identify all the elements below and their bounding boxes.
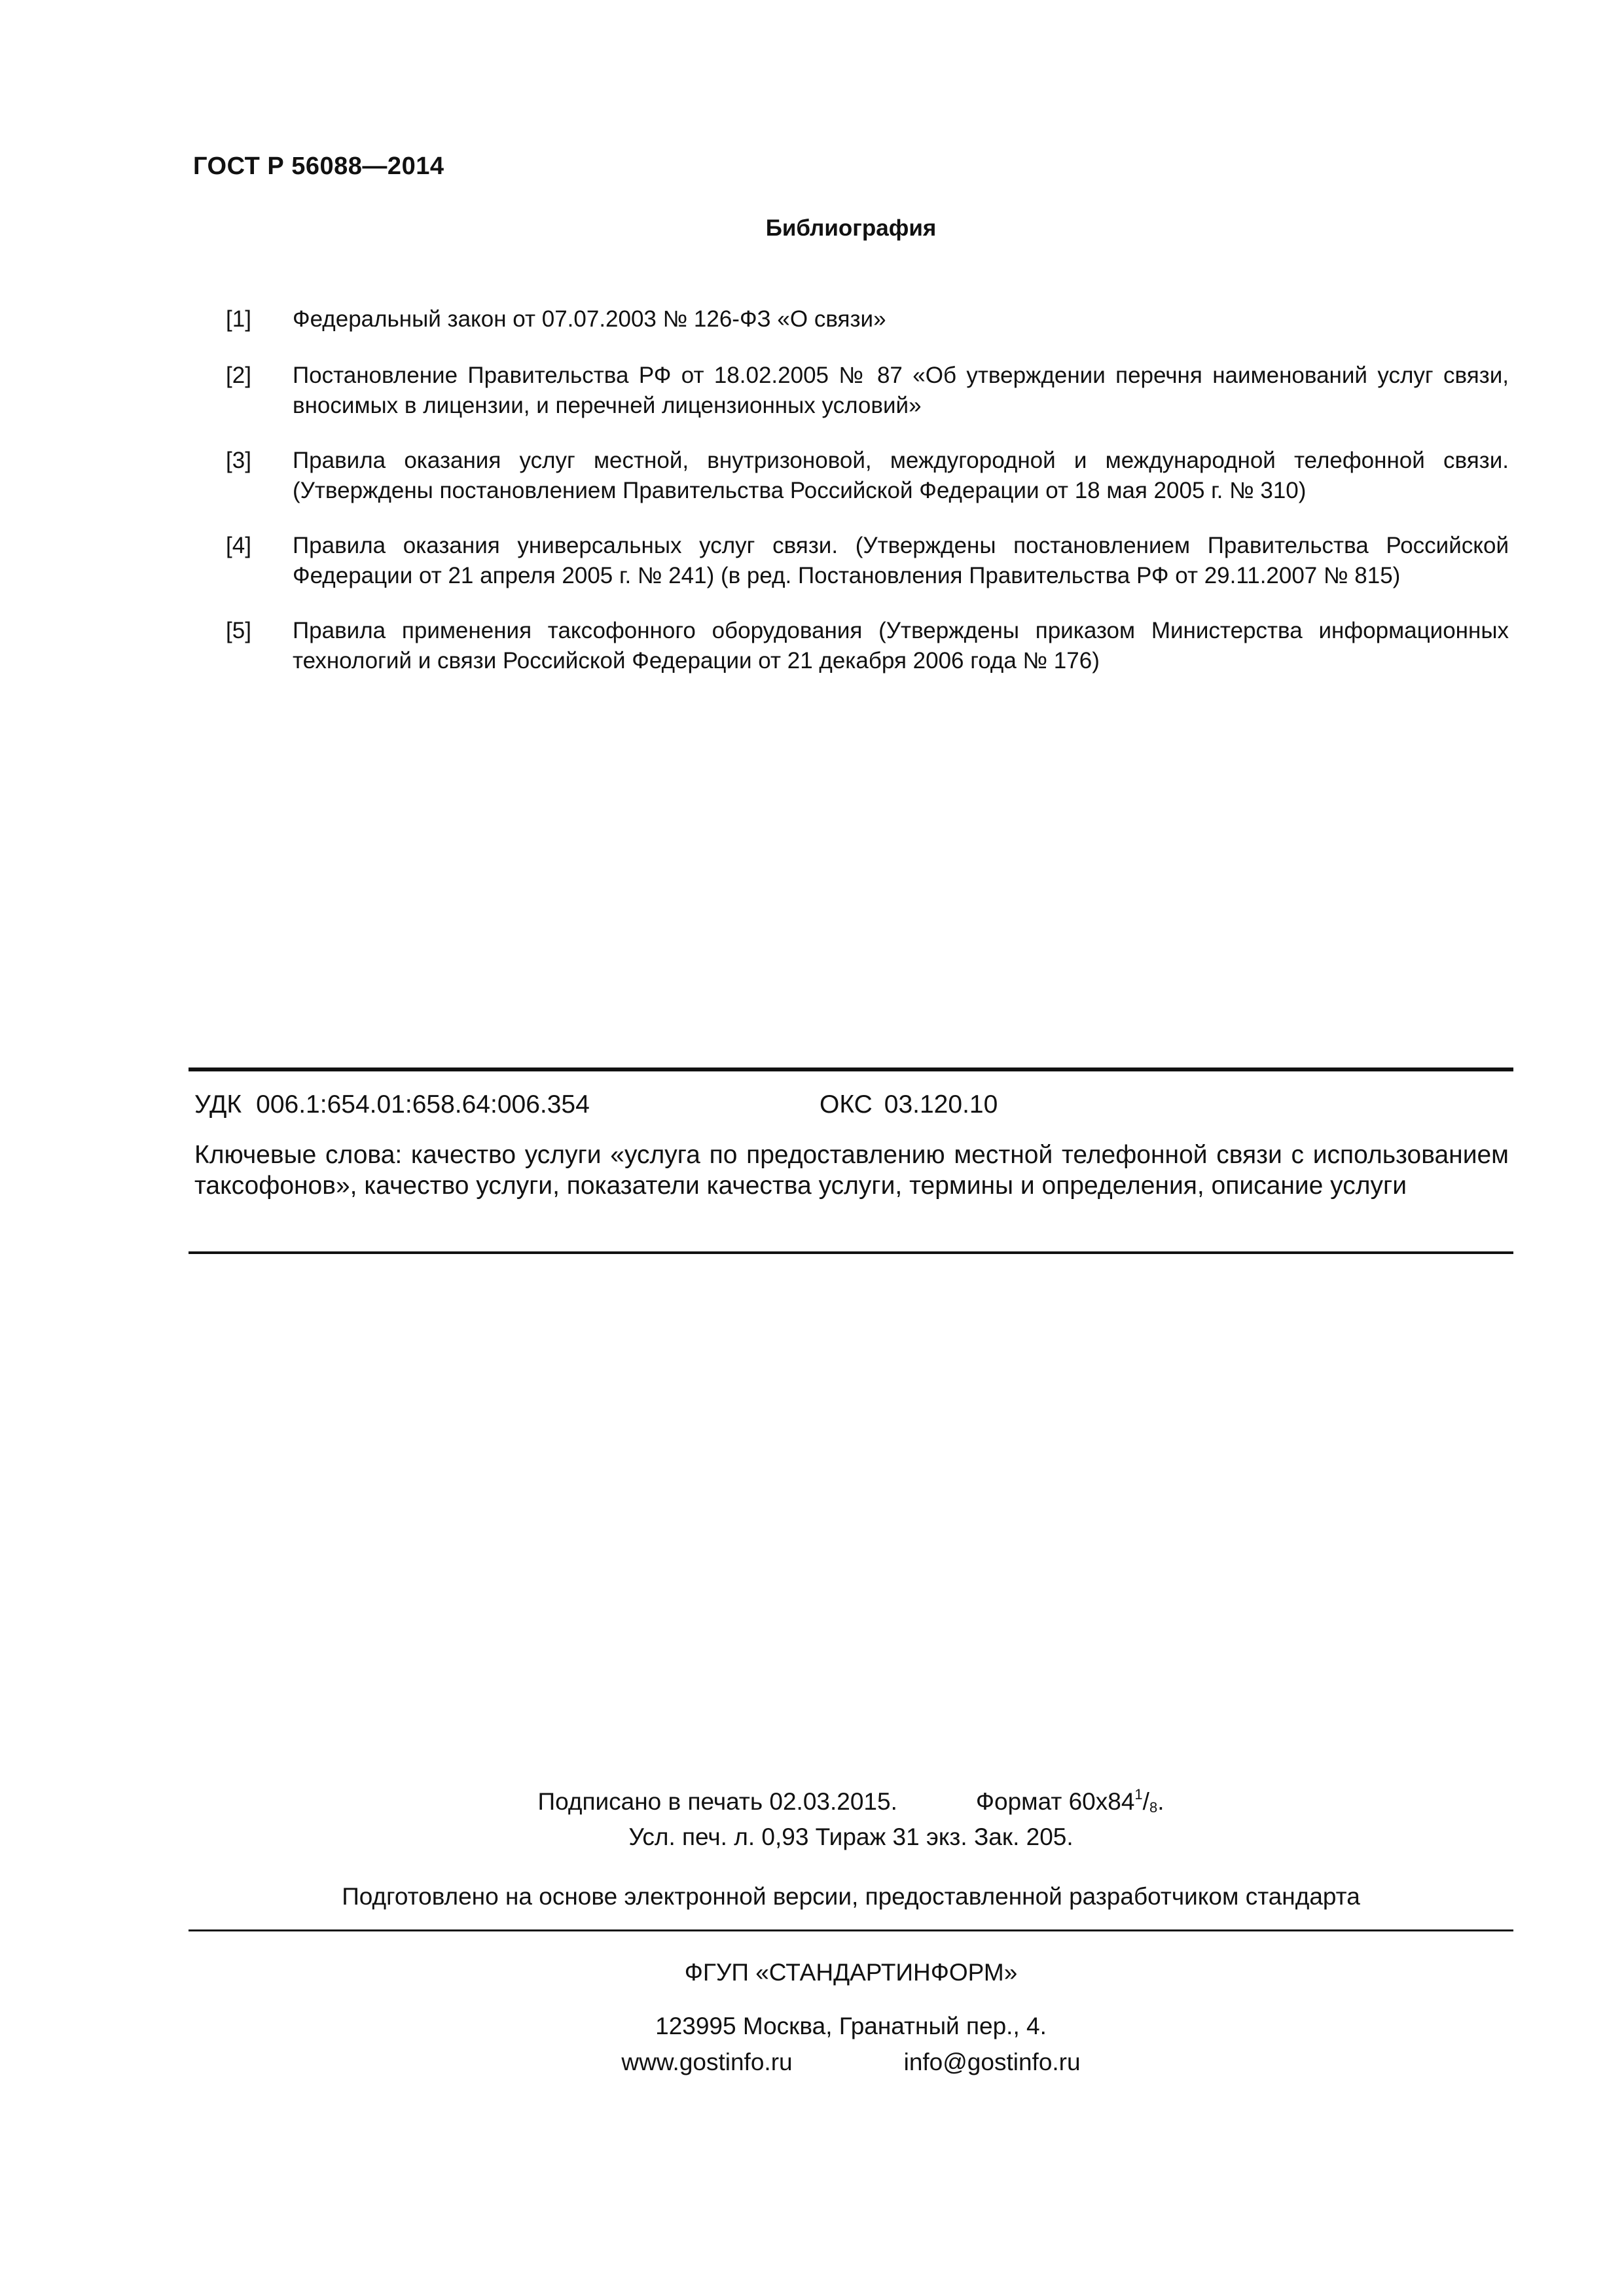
keywords-text: Ключевые слова: качество услуги «услуга по предоставлению местной телефонной связи с использованием таксофонов», качество услуги, показатели качества услуги, термины и определения, описание услуги — [194, 1141, 1509, 1200]
bibliography-item-number: [4] — [226, 533, 251, 558]
print-info-line: Усл. печ. л. 0,93 Тираж 31 экз. Зак. 205. — [628, 1823, 1074, 1850]
email-link[interactable]: info@gostinfo.ru — [903, 2049, 1081, 2075]
oks-line — [820, 1090, 998, 1119]
format-text — [976, 1788, 1164, 1815]
bibliography-item — [226, 361, 1509, 421]
publisher-name: ФГУП «СТАНДАРТИНФОРМ» — [684, 1959, 1018, 1986]
bibliography-item-number: [5] — [226, 618, 251, 643]
bibliography-item-text: Правила оказания универсальных услуг связи. (Утверждены постановлением Правительства Российской Федерации от 21 апреля 2005 г. № 241) (в ред. Постановления Правительства РФ от 29.11.2007 № 815) — [293, 533, 1509, 588]
bibliography-item-number: [1] — [226, 306, 251, 332]
format-suffix: . — [1157, 1788, 1164, 1815]
bibliography-item-number: [3] — [226, 448, 251, 473]
udk-line — [194, 1090, 590, 1119]
publisher-address: 123995 Москва, Гранатный пер., 4. — [655, 2013, 1047, 2039]
bibliography-item-text: Правила оказания услуг местной, внутризоновой, междугородной и международной телефонной связи. (Утверждены постановлением Правительства Российской Федерации от 18 мая 2005 г. № 310) — [293, 448, 1509, 503]
format-fraction-slash: / — [1142, 1788, 1149, 1815]
oks-value: 03.120.10 — [884, 1090, 998, 1119]
keywords-bottom-rule — [189, 1251, 1513, 1254]
imprint-rule — [189, 1929, 1513, 1931]
prepared-note: Подготовлено на основе электронной версии, предоставленной разработчиком стандарта — [342, 1883, 1360, 1910]
format-fraction-denominator: 8 — [1149, 1799, 1158, 1816]
top-thick-rule — [189, 1067, 1513, 1071]
bibliography-item — [226, 531, 1509, 591]
publisher-contacts — [0, 2049, 1624, 2076]
imprint-signed-line — [0, 1786, 1624, 1816]
bibliography-list — [226, 304, 1509, 676]
bibliography-item-text: Правила применения таксофонного оборудования (Утверждены приказом Министерства информационных технологий и связи Российской Федерации от 21 декабря 2006 года № 176) — [293, 618, 1509, 673]
document-code: ГОСТ Р 56088—2014 — [193, 152, 444, 180]
format-fraction-numerator: 1 — [1134, 1786, 1143, 1803]
format-prefix: Формат 60x84 — [975, 1788, 1135, 1815]
bibliography-item-text: Постановление Правительства РФ от 18.02.2005 № 87 «Об утверждении перечня наименований услуг связи, вносимых в лицензии, и перечней лицензионных условий» — [293, 363, 1509, 418]
website-link[interactable]: www.gostinfo.ru — [621, 2049, 793, 2075]
bibliography-item — [226, 304, 1509, 334]
bibliography-item-text: Федеральный закон от 07.07.2003 № 126-ФЗ «О связи» — [293, 306, 886, 332]
udk-value: 006.1:654.01:658.64:006.354 — [256, 1090, 590, 1119]
bibliography-item-number: [2] — [226, 363, 251, 388]
udk-label: УДК — [194, 1090, 242, 1119]
bibliography-title: Библиография — [765, 215, 937, 241]
oks-label: ОКС — [820, 1090, 873, 1119]
bibliography-item — [226, 616, 1509, 676]
bibliography-item — [226, 446, 1509, 506]
signed-date-text: Подписано в печать 02.03.2015. — [537, 1788, 897, 1815]
